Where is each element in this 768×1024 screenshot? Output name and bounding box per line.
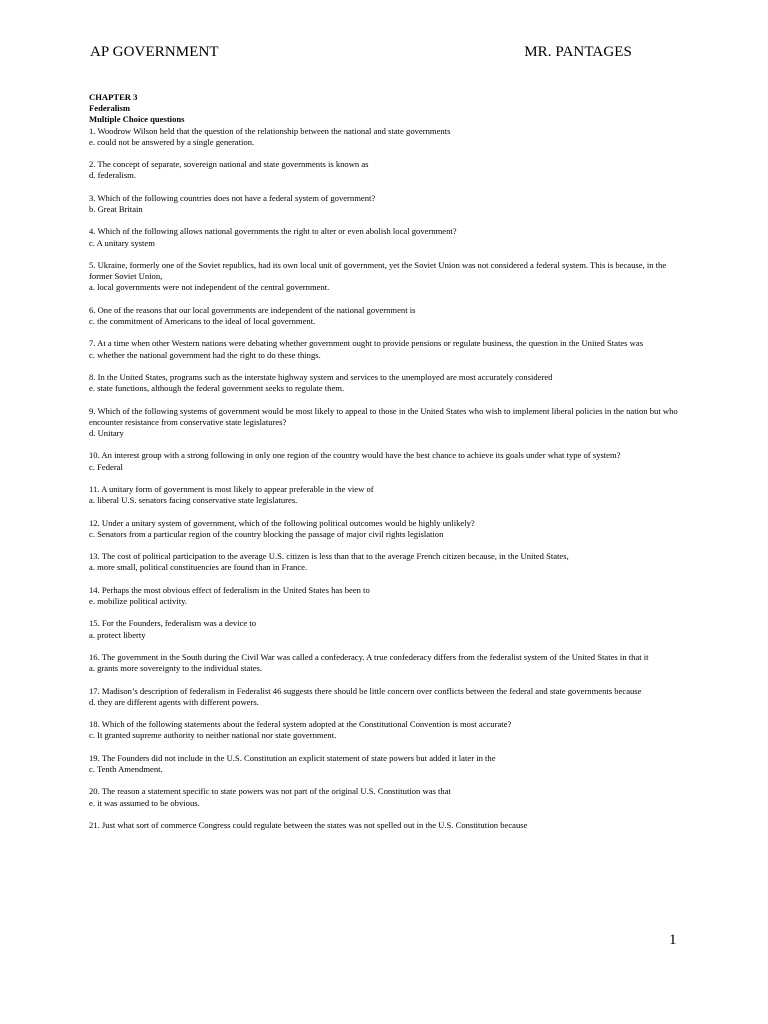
question-item <box>89 193 679 215</box>
answer-text: d. Unitary <box>89 427 124 438</box>
course-title: AP GOVERNMENT <box>90 44 219 60</box>
question-item <box>89 686 679 708</box>
answer-text: a. liberal U.S. senators facing conservative state legislatures. <box>89 495 298 506</box>
question-text: 13. The cost of political participation to the average U.S. citizen is less than that to the average French citizen because, in the United States, <box>89 551 569 562</box>
answer-text: d. federalism. <box>89 170 137 181</box>
question-item <box>89 450 679 472</box>
question-item <box>89 484 679 506</box>
question-text: 15. For the Founders, federalism was a device to <box>89 618 257 629</box>
answer-text: b. Great Britain <box>89 204 143 214</box>
answer-text: d. they are different agents with different powers. <box>89 696 259 707</box>
question-item <box>89 551 679 573</box>
answer-text: e. could not be answered by a single generation. <box>89 136 255 147</box>
answer-text: c. Federal <box>89 461 123 472</box>
question-item <box>89 820 679 831</box>
question-item <box>89 406 679 440</box>
question-text: 14. Perhaps the most obvious effect of federalism in the United States has been to <box>89 584 370 595</box>
answer-text: a. more small, political constituencies are found than in France. <box>89 562 308 573</box>
teacher-name: MR. PANTAGES <box>524 44 632 60</box>
question-item <box>89 786 679 808</box>
question-text: 5. Ukraine, formerly one of the Soviet republics, had its own local unit of government, yet the Soviet Union was not considered a federal system. This is because, in the former Soviet Union, <box>89 259 667 282</box>
question-item <box>89 338 679 360</box>
page-number: 1 <box>669 932 677 948</box>
question-text: 1. Woodrow Wilson held that the question of the relationship between the national and state governments <box>89 125 451 136</box>
answer-text: a. protect liberty <box>89 629 146 640</box>
question-item <box>89 719 679 741</box>
page-header <box>90 44 632 64</box>
question-item <box>89 518 679 540</box>
question-text: 3. Which of the following countries does not have a federal system of government? <box>89 192 376 203</box>
chapter-heading: CHAPTER 3 <box>89 92 138 102</box>
answer-text: c. It granted supreme authority to neither national nor state government. <box>89 730 337 741</box>
question-text: 20. The reason a statement specific to state powers was not part of the original U.S. Constitution was that <box>89 786 451 797</box>
question-text: 10. An interest group with a strong following in only one region of the country would have the best chance to achieve its goals under what type of system? <box>89 450 621 461</box>
question-item <box>89 126 679 148</box>
question-item <box>89 372 679 394</box>
answer-text: c. the commitment of Americans to the ideal of local government. <box>89 315 316 326</box>
answer-text: c. A unitary system <box>89 237 155 248</box>
question-text: 8. In the United States, programs such as the interstate highway system and services to the unemployed are most accurately considered <box>89 371 553 382</box>
question-item <box>89 652 679 674</box>
question-item <box>89 159 679 181</box>
question-item <box>89 305 679 327</box>
question-text: 9. Which of the following systems of government would be most likely to appeal to those in the United States who wish to implement liberal policies in the nation but who encounter resistance from conservative state legislatures? <box>89 405 678 427</box>
answer-text: c. whether the national government had the right to do these things. <box>89 349 321 360</box>
answer-text: c. Senators from a particular region of the country blocking the passage of major civil rights legislation <box>89 528 444 539</box>
answer-text: e. mobilize political activity. <box>89 595 188 606</box>
question-text: 11. A unitary form of government is most likely to appear preferable in the view of <box>89 483 374 494</box>
answer-text: a. grants more sovereignty to the individual states. <box>89 663 263 674</box>
section-heading: Multiple Choice questions <box>89 114 185 125</box>
question-text: 18. Which of the following statements about the federal system adopted at the Constitutional Convention is most accurate? <box>89 719 512 730</box>
question-item <box>89 585 679 607</box>
question-text: 17. Madison’s description of federalism in Federalist 46 suggests there should be little concern over conflicts between the federal and state governments because <box>89 685 642 696</box>
question-item <box>89 618 679 640</box>
question-text: 4. Which of the following allows national governments the right to alter or even abolish local government? <box>89 226 457 237</box>
question-text: 16. The government in the South during the Civil War was called a confederacy. A true confederacy differs from the federalist system of the United States in that it <box>89 651 649 662</box>
question-text: 19. The Founders did not include in the U.S. Constitution an explicit statement of state powers but added it later in the <box>89 752 496 763</box>
topic-heading: Federalism <box>89 103 131 114</box>
question-item <box>89 226 679 248</box>
answer-text: c. Tenth Amendment. <box>89 763 163 774</box>
answer-text: e. state functions, although the federal government seeks to regulate them. <box>89 383 345 394</box>
question-text: 7. At a time when other Western nations were debating whether government ought to provide pensions or regulate business, the question in the United States was <box>89 338 644 349</box>
question-text: 12. Under a unitary system of government, which of the following political outcomes would be highly unlikely? <box>89 517 475 528</box>
question-text: 2. The concept of separate, sovereign national and state governments is known as <box>89 159 369 170</box>
question-item <box>89 260 679 294</box>
question-text: 21. Just what sort of commerce Congress could regulate between the states was not spelled out in the U.S. Constitution because <box>89 819 528 830</box>
document-body <box>89 92 679 842</box>
question-item <box>89 753 679 775</box>
answer-text: a. local governments were not independent of the central government. <box>89 282 330 293</box>
question-text: 6. One of the reasons that our local governments are independent of the national government is <box>89 304 416 315</box>
answer-text: e. it was assumed to be obvious. <box>89 797 200 808</box>
question-list <box>89 126 679 831</box>
